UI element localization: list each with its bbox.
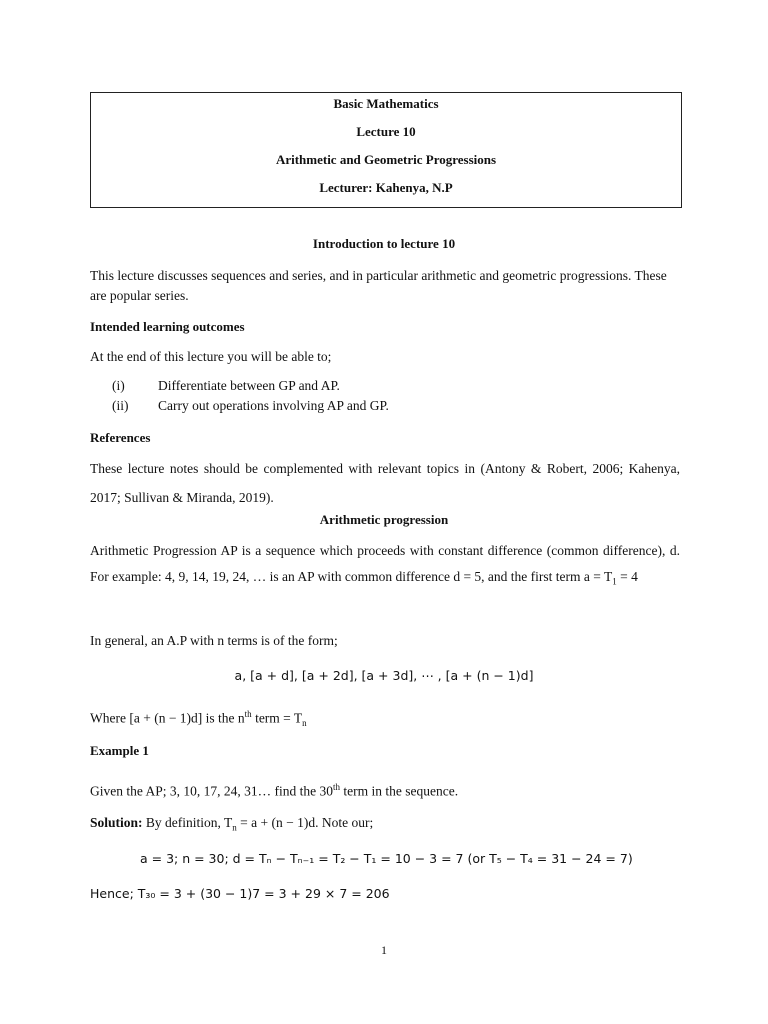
ap-general-formula: a, [a + d], [a + 2d], [a + 3d], ⋯ , [a + (n − 1)d]	[234, 668, 534, 683]
intro-heading: Introduction to lecture 10	[312, 236, 456, 251]
lecture-topic: Arithmetic and Geometric Progressions	[275, 152, 497, 167]
references-heading: References	[90, 430, 151, 445]
page-number: 1	[381, 943, 387, 957]
example-question: Given the AP; 3, 10, 17, 24, 31… find the 30th term in the sequence.	[90, 782, 459, 799]
outcomes-lead: At the end of this lecture you will be able to;	[90, 349, 332, 364]
references-text: These lecture notes should be complemented with relevant topics in (Antony & Robert, 2006; Kahenya, 2017; Sullivan & Miranda, 2019).	[90, 461, 680, 505]
outcome-marker: (ii)	[112, 398, 129, 413]
lecture-number: Lecture 10	[356, 124, 416, 139]
outcome-marker: (i)	[112, 378, 125, 393]
title-box	[90, 92, 682, 208]
ap-general-form-lead: In general, an A.P with n terms is of the form;	[90, 633, 338, 648]
example-result: Hence; T₃₀ = 3 + (30 − 1)7 = 3 + 29 × 7 = 206	[90, 886, 390, 901]
outcomes-heading: Intended learning outcomes	[90, 319, 245, 334]
example-solution: Solution: By definition, $T_n = a + (n - 1)d$. Note our;	[90, 815, 374, 833]
intro-text: This lecture discusses sequences and series, and in particular arithmetic and geometric progressions. These are popular series.	[90, 268, 667, 303]
example-calculation: a = 3; n = 30; d = Tₙ − Tₙ₋₁ = T₂ − T₁ = 10 − 3 = 7 (or T₅ − T₄ = 31 − 24 = 7)	[140, 851, 633, 866]
course-title: Basic Mathematics	[333, 96, 439, 111]
lecturer-name: Lecturer: Kahenya, N.P	[319, 180, 453, 195]
example-heading: Example 1	[90, 743, 149, 758]
ap-definition: Arithmetic Progression AP is a sequence which proceeds with constant difference (common difference), d. For example: 4, 9, 14, 19, 24, … is an AP with common difference d = 5, and the first term $a = T_1 = 4$	[90, 543, 680, 587]
ap-nth-term: Where [a + (n − 1)d] is the $n^{th}$ term = $T_n$	[90, 709, 307, 729]
outcome-item: Carry out operations involving AP and GP.	[158, 398, 389, 413]
outcome-item: Differentiate between GP and AP.	[158, 378, 340, 393]
ap-heading: Arithmetic progression	[319, 512, 449, 527]
